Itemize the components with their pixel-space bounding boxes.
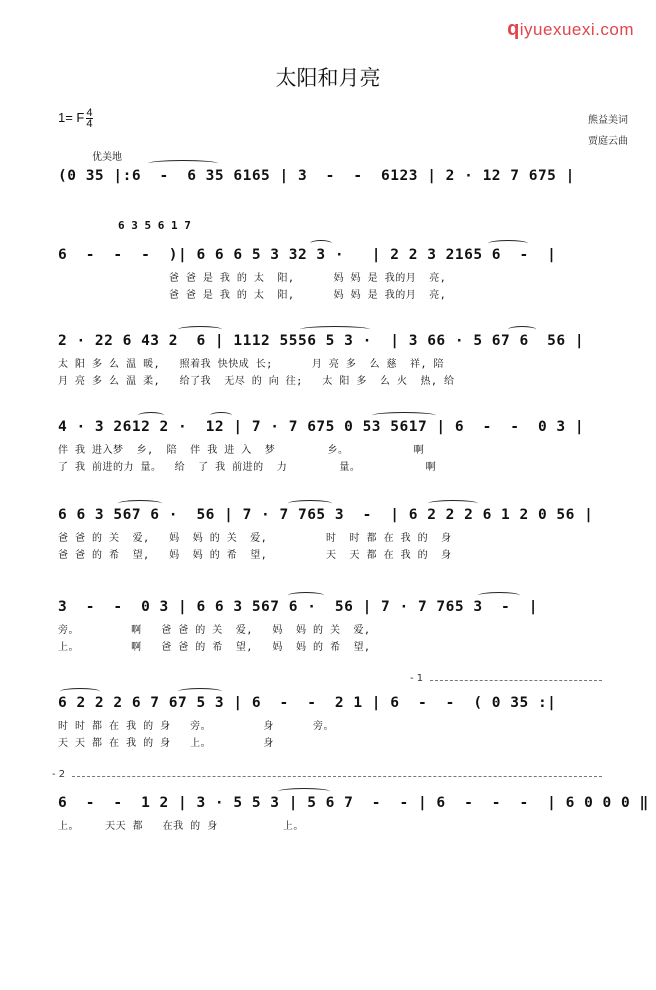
slur-mark — [60, 688, 100, 695]
slur-mark — [118, 500, 162, 507]
grace-notes: 6 3 5 6 1 7 — [118, 219, 191, 232]
notation: 3 - - 0 3 | 6 6 3 567 6 · 56 | 7 · 7 765 3 - | — [58, 599, 538, 615]
credits — [588, 110, 628, 152]
slur-mark — [138, 412, 164, 419]
slur-mark — [148, 160, 218, 167]
notation: 6 - - - )| 6 6 6 5 3 32 3 · | 2 2 3 2165 6 - | — [58, 247, 557, 263]
slur-mark — [428, 500, 478, 507]
lyrics-verse-1: 爸 爸 是 我 的 太 阳, 妈 妈 是 我的月 亮, — [58, 273, 447, 284]
slur-mark — [178, 688, 222, 695]
lyrics-verse-2: 爸 爸 是 我 的 太 阳, 妈 妈 是 我的月 亮, — [58, 290, 447, 301]
site-watermark: qiyuexuexi.com — [507, 18, 634, 40]
lyrics-verse-1: 上。 天天 都 在我 的 身 上。 — [58, 821, 304, 832]
volta-2-label: - 2 — [52, 769, 66, 780]
song-title: 太阳和月亮 — [275, 66, 381, 90]
slur-mark — [278, 788, 330, 795]
slur-mark — [178, 326, 222, 333]
volta-1-bracket — [430, 680, 602, 681]
volta-1-label: - 1 — [410, 673, 424, 684]
lyrics-verse-2: 爸 爸 的 希 望, 妈 妈 的 希 望, 天 天 都 在 我 的 身 — [58, 550, 452, 561]
key-text: 1= F — [58, 109, 85, 125]
score-line-3 — [44, 333, 612, 395]
composer: 贾庭云曲 — [588, 136, 628, 147]
notation: 4 · 3 2612 2 · 12 | 7 · 7 675 0 53 5617 | 6 - - 0 3 | — [58, 419, 585, 435]
lyrics-verse-1: 太 阳 多 么 温 暖, 照着我 快快成 长; 月 亮 多 么 慈 祥, 陪 — [58, 359, 445, 370]
lyrics-verse-1: 爸 爸 的 关 爱, 妈 妈 的 关 爱, 时 时 都 在 我 的 身 — [58, 533, 452, 544]
lyrics-verse-2: 了 我 前进的力 量。 给 了 我 前进的 力 量。 啊 — [58, 462, 437, 473]
slur-mark — [372, 412, 436, 419]
slur-mark — [508, 326, 536, 333]
slur-mark — [478, 592, 520, 599]
lyrics-verse-1: 伴 我 进入梦 乡, 陪 伴 我 进 入 梦 乡。 啊 — [58, 445, 425, 456]
slur-mark — [288, 592, 324, 599]
score-line-4 — [44, 419, 612, 481]
score-line-8 — [44, 795, 649, 857]
slur-mark — [210, 412, 232, 419]
score-line-5 — [44, 507, 612, 569]
notation: 6 2 2 2 6 7 67 5 3 | 6 - - 2 1 | 6 - - ( 0 35 :| — [58, 695, 557, 711]
slur-mark — [300, 326, 370, 333]
score-line-7 — [44, 695, 612, 757]
lyrics-verse-2: 上。 啊 爸 爸 的 希 望, 妈 妈 的 希 望, — [58, 642, 371, 653]
score-line-2 — [44, 247, 612, 309]
expression-mark: 优美地 — [92, 152, 122, 163]
lyrics-verse-1: 时 时 都 在 我 的 身 旁。 身 旁。 — [58, 721, 334, 732]
volta-2-bracket — [72, 776, 602, 777]
lyrics-verse-2: 月 亮 多 么 温 柔, 给了我 无尽 的 向 往; 太 阳 多 么 火 热, 给 — [58, 376, 455, 387]
lyricist: 熊益美词 — [588, 115, 628, 126]
key-signature — [58, 108, 93, 129]
lyrics-verse-2: 天 天 都 在 我 的 身 上。 身 — [58, 738, 274, 749]
notation: 6 6 3 567 6 · 56 | 7 · 7 765 3 - | 6 2 2 2 6 1 2 0 56 | — [58, 507, 594, 523]
notation: 6 - - 1 2 | 3 · 5 5 3 | 5 6 7 - - | 6 - - - | 6 0 0 0 ‖ — [58, 795, 649, 811]
time-signature: $\frac{4}{4}$ — [86, 107, 93, 130]
score-line-6 — [44, 599, 612, 661]
score-line-1 — [44, 168, 612, 230]
notation: 2 · 22 6 43 2 6 | 1112 5556 5 3 · | 3 66 · 5 67 6 56 | — [58, 333, 585, 349]
slur-mark — [310, 240, 332, 247]
slur-mark — [288, 500, 332, 507]
slur-mark — [488, 240, 528, 247]
lyrics-verse-1: 旁。 啊 爸 爸 的 关 爱, 妈 妈 的 关 爱, — [58, 625, 371, 636]
notation: (0 35 |:6 - 6 35 6165 | 3 - - 6123 | 2 · 12 7 675 | — [58, 168, 575, 184]
